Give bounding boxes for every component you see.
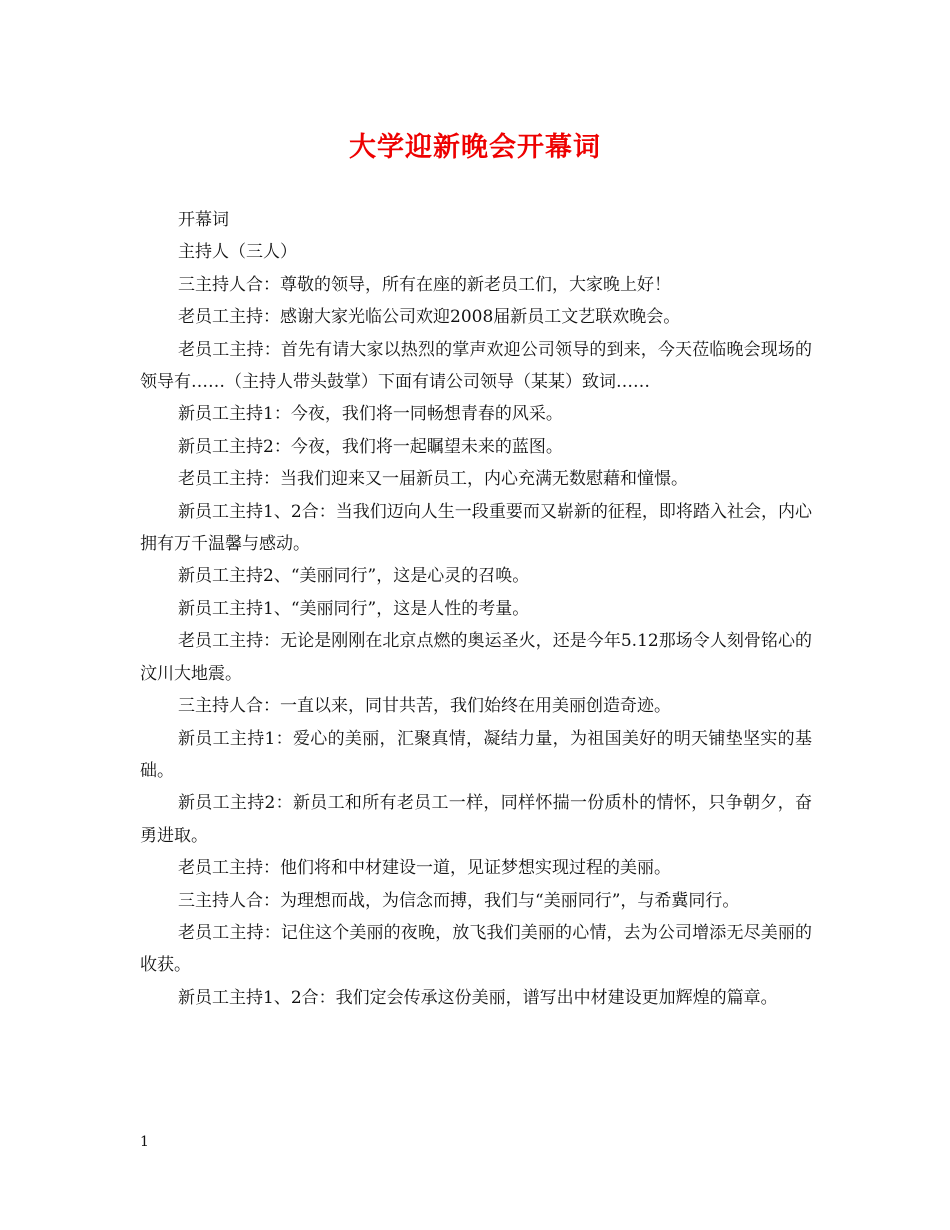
paragraph: 新员工主持1：爱心的美丽，汇聚真情，凝结力量，为祖国美好的明天铺垫坚实的基础。 xyxy=(140,728,812,781)
page-number: 1 xyxy=(140,1134,149,1150)
paragraph: 三主持人合：尊敬的领导，所有在座的新老员工们，大家晚上好！ xyxy=(178,274,671,295)
paragraph: 新员工主持1、2合：我们定会传承这份美丽，谱写出中材建设更加辉煌的篇章。 xyxy=(178,987,778,1008)
paragraph: 老员工主持：当我们迎来又一届新员工，内心充满无数慰藉和憧憬。 xyxy=(178,469,688,490)
paragraph: 老员工主持：记住这个美丽的夜晚，放飞我们美丽的心情，去为公司增添无尽美丽的收获。 xyxy=(140,922,812,976)
paragraph: 老员工主持：感谢大家光临公司欢迎2008届新员工文艺联欢晚会。 xyxy=(178,307,681,328)
paragraph: 老员工主持：他们将和中材建设一道，见证梦想实现过程的美丽。 xyxy=(178,858,671,879)
paragraph: 新员工主持2、“美丽同行”，这是心灵的召唤。 xyxy=(178,566,530,587)
paragraph: 新员工主持1：今夜，我们将一同畅想青春的风采。 xyxy=(178,404,563,425)
paragraph: 三主持人合：一直以来，同甘共苦，我们始终在用美丽创造奇迹。 xyxy=(178,696,671,717)
paragraph: 新员工主持1、2合：当我们迈向人生一段重要而又崭新的征程，即将踏入社会，内心拥有万千温馨与感动。 xyxy=(140,501,812,555)
paragraph: 三主持人合：为理想而战，为信念而搏，我们与“美丽同行”，与希冀同行。 xyxy=(178,890,740,911)
document-body xyxy=(140,204,812,1014)
document-title: 大学迎新晚会开幕词 xyxy=(349,132,601,163)
paragraph: 主持人（三人） xyxy=(178,242,297,263)
paragraph: 新员工主持2：今夜，我们将一起瞩望未来的蓝图。 xyxy=(178,436,563,457)
paragraph: 新员工主持1、“美丽同行”，这是人性的考量。 xyxy=(178,598,530,619)
paragraph: 老员工主持：无论是刚刚在北京点燃的奥运圣火，还是今年5.12那场令人刻骨铭心的汶川大地震。 xyxy=(140,631,812,684)
paragraph: 老员工主持：首先有请大家以热烈的掌声欢迎公司领导的到来，今天莅临晚会现场的领导有……（主持人带头鼓掌）下面有请公司领导（某某）致词…… xyxy=(140,339,812,393)
paragraph: 新员工主持2：新员工和所有老员工一样，同样怀揣一份质朴的情怀，只争朝夕，奋勇进取。 xyxy=(140,793,812,846)
paragraph: 开幕词 xyxy=(178,210,229,230)
